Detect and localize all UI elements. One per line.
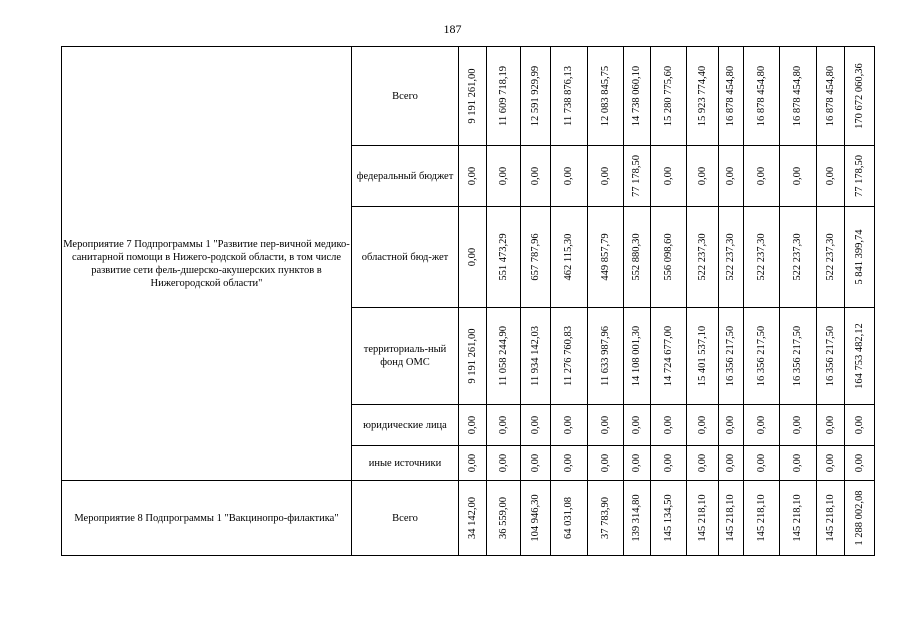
amount-cell	[651, 405, 687, 446]
amount-cell	[744, 308, 780, 405]
amount-cell	[719, 446, 744, 481]
amount-cell	[588, 481, 624, 556]
amount-value: 522 237,30	[755, 233, 767, 281]
amount-cell	[624, 146, 651, 207]
amount-cell	[687, 308, 719, 405]
amount-cell	[624, 47, 651, 146]
amount-cell	[687, 405, 719, 446]
amount-value: 16 356 217,50	[792, 325, 803, 387]
amount-value: 522 237,30	[725, 233, 736, 281]
amount-value: 145 218,10	[824, 494, 836, 542]
amount-value: 145 218,10	[725, 494, 736, 542]
amount-cell	[487, 405, 521, 446]
amount-value: 0,00	[631, 453, 642, 473]
amount-cell	[744, 446, 780, 481]
amount-value: 11 609 718,19	[497, 66, 509, 126]
amount-cell	[624, 308, 651, 405]
amount-value: 556 098,60	[662, 233, 674, 281]
amount-value: 0,00	[529, 453, 541, 473]
amount-cell	[780, 146, 817, 207]
amount-value: 0,00	[662, 415, 674, 435]
amount-cell	[845, 146, 875, 207]
amount-cell	[459, 446, 487, 481]
amount-cell	[687, 146, 719, 207]
amount-cell	[744, 207, 780, 308]
amount-value: 164 753 482,12	[853, 323, 865, 389]
amount-value: 0,00	[466, 166, 478, 186]
event-name-cell: Мероприятие 7 Подпрограммы 1 "Развитие пер-вичной медико-санитарной помощи в Нижего-родской области, в том числе развитие сети фель-дшерско-акушерских пунктов в Нижегородской области"	[62, 47, 352, 481]
amount-cell	[719, 308, 744, 405]
amount-value: 0,00	[725, 453, 736, 473]
amount-cell	[487, 207, 521, 308]
amount-value: 0,00	[631, 415, 642, 435]
amount-cell	[588, 207, 624, 308]
amount-cell	[744, 47, 780, 146]
amount-value: 462 115,30	[563, 233, 574, 281]
amount-value: 0,00	[497, 453, 509, 473]
amount-cell	[624, 481, 651, 556]
amount-cell	[817, 146, 845, 207]
amount-value: 449 857,79	[599, 233, 611, 281]
amount-value: 77 178,50	[853, 155, 865, 197]
amount-value: 0,00	[696, 415, 708, 435]
amount-cell	[817, 308, 845, 405]
funding-source-cell: областной бюд-жет	[352, 207, 459, 308]
amount-cell	[719, 146, 744, 207]
amount-value: 552 880,30	[631, 233, 642, 281]
amount-value: 0,00	[824, 415, 836, 435]
amount-cell	[817, 47, 845, 146]
amount-cell	[780, 47, 817, 146]
amount-value: 0,00	[696, 453, 708, 473]
amount-value: 0,00	[696, 166, 708, 186]
amount-value: 170 672 060,36	[853, 63, 865, 129]
amount-value: 0,00	[599, 415, 611, 435]
amount-value: 0,00	[792, 166, 803, 186]
amount-cell	[588, 446, 624, 481]
amount-cell	[744, 405, 780, 446]
amount-cell	[459, 481, 487, 556]
amount-cell	[744, 481, 780, 556]
amount-value: 16 878 454,80	[792, 65, 803, 127]
amount-value: 14 724 677,00	[662, 325, 674, 387]
amount-cell	[719, 47, 744, 146]
amount-cell	[780, 405, 817, 446]
amount-cell	[459, 405, 487, 446]
amount-cell	[588, 47, 624, 146]
amount-value: 522 237,30	[792, 233, 803, 281]
funding-source-cell: Всего	[352, 481, 459, 556]
amount-value: 0,00	[755, 166, 767, 186]
amount-value: 0,00	[599, 453, 611, 473]
amount-cell	[651, 146, 687, 207]
amount-cell	[551, 146, 588, 207]
amount-cell	[521, 47, 551, 146]
amount-value: 16 878 454,80	[755, 65, 767, 127]
amount-cell	[551, 405, 588, 446]
amount-value: 522 237,30	[824, 233, 836, 281]
amount-value: 0,00	[725, 166, 736, 186]
amount-cell	[487, 481, 521, 556]
amount-cell	[845, 308, 875, 405]
amount-value: 0,00	[466, 247, 478, 267]
amount-cell	[588, 146, 624, 207]
amount-cell	[687, 481, 719, 556]
event-name-cell: Мероприятие 8 Подпрограммы 1 "Вакцинопро-филактика"	[62, 481, 352, 556]
amount-cell	[459, 308, 487, 405]
amount-cell	[780, 207, 817, 308]
amount-cell	[687, 446, 719, 481]
amount-value: 16 356 217,50	[725, 325, 736, 387]
amount-value: 139 314,80	[631, 494, 642, 542]
amount-value: 12 083 845,75	[599, 65, 611, 127]
amount-cell	[459, 146, 487, 207]
amount-cell	[651, 446, 687, 481]
amount-cell	[624, 405, 651, 446]
amount-value: 0,00	[824, 166, 836, 186]
amount-value: 0,00	[529, 166, 541, 186]
amount-value: 11 276 760,83	[563, 326, 574, 386]
amount-cell	[651, 47, 687, 146]
amount-value: 0,00	[466, 415, 478, 435]
amount-cell	[651, 207, 687, 308]
amount-value: 64 031,08	[563, 497, 574, 539]
amount-value: 1 288 002,08	[853, 490, 865, 546]
amount-value: 77 178,50	[631, 155, 642, 197]
amount-cell	[487, 47, 521, 146]
amount-value: 15 401 537,10	[696, 325, 708, 387]
amount-value: 36 559,00	[497, 497, 509, 539]
amount-value: 11 058 244,90	[497, 326, 509, 386]
amount-cell	[719, 481, 744, 556]
funding-source-cell: юридические лица	[352, 405, 459, 446]
amount-value: 9 191 261,00	[466, 328, 478, 384]
amount-value: 145 134,50	[662, 494, 674, 542]
funding-source-cell: иные источники	[352, 446, 459, 481]
amount-cell	[817, 446, 845, 481]
amount-value: 0,00	[599, 166, 611, 186]
amount-value: 14 108 001,30	[631, 325, 642, 387]
amount-value: 9 191 261,00	[466, 68, 478, 124]
amount-cell	[651, 308, 687, 405]
amount-cell	[459, 47, 487, 146]
amount-cell	[780, 446, 817, 481]
amount-value: 11 738 876,13	[563, 66, 574, 126]
amount-cell	[845, 47, 875, 146]
amount-cell	[588, 308, 624, 405]
amount-cell	[521, 146, 551, 207]
amount-value: 0,00	[563, 166, 574, 186]
budget-table	[61, 46, 875, 556]
amount-cell	[817, 405, 845, 446]
amount-cell	[817, 481, 845, 556]
amount-value: 0,00	[563, 415, 574, 435]
table-row	[62, 47, 875, 146]
amount-cell	[780, 308, 817, 405]
amount-value: 0,00	[755, 415, 767, 435]
amount-cell	[588, 405, 624, 446]
amount-cell	[551, 47, 588, 146]
amount-cell	[521, 308, 551, 405]
amount-value: 5 841 399,74	[853, 229, 865, 285]
amount-value: 14 738 060,10	[631, 65, 642, 127]
amount-cell	[551, 481, 588, 556]
table-row	[62, 481, 875, 556]
amount-cell	[687, 47, 719, 146]
amount-cell	[551, 207, 588, 308]
amount-value: 11 934 142,03	[529, 326, 541, 386]
page-number: 187	[443, 22, 462, 36]
funding-source-cell: федеральный бюджет	[352, 146, 459, 207]
amount-value: 0,00	[563, 453, 574, 473]
amount-value: 551 473,29	[497, 233, 509, 281]
amount-cell	[487, 446, 521, 481]
amount-cell	[459, 207, 487, 308]
amount-cell	[487, 308, 521, 405]
amount-value: 657 787,96	[529, 233, 541, 281]
amount-cell	[719, 207, 744, 308]
amount-cell	[521, 405, 551, 446]
amount-value: 0,00	[755, 453, 767, 473]
amount-value: 104 946,30	[529, 494, 541, 542]
amount-value: 0,00	[662, 453, 674, 473]
amount-cell	[521, 207, 551, 308]
amount-cell	[845, 207, 875, 308]
funding-source-cell: Всего	[352, 47, 459, 146]
amount-cell	[744, 146, 780, 207]
amount-value: 16 878 454,80	[824, 65, 836, 127]
amount-value: 0,00	[792, 453, 803, 473]
amount-cell	[780, 481, 817, 556]
amount-value: 0,00	[662, 166, 674, 186]
amount-value: 37 783,90	[599, 497, 611, 539]
amount-value: 16 356 217,50	[755, 325, 767, 387]
amount-cell	[624, 446, 651, 481]
amount-value: 15 923 774,40	[696, 65, 708, 127]
amount-value: 0,00	[853, 453, 865, 473]
amount-value: 0,00	[853, 415, 865, 435]
amount-value: 0,00	[466, 453, 478, 473]
amount-cell	[551, 446, 588, 481]
amount-cell	[521, 446, 551, 481]
amount-value: 145 218,10	[696, 494, 708, 542]
amount-cell	[845, 405, 875, 446]
amount-cell	[551, 308, 588, 405]
amount-cell	[687, 207, 719, 308]
amount-cell	[845, 446, 875, 481]
amount-value: 12 591 929,99	[529, 65, 541, 127]
amount-value: 145 218,10	[755, 494, 767, 542]
amount-cell	[651, 481, 687, 556]
amount-value: 34 142,00	[466, 497, 478, 539]
amount-value: 0,00	[497, 166, 509, 186]
amount-value: 0,00	[529, 415, 541, 435]
amount-value: 145 218,10	[792, 494, 803, 542]
amount-value: 0,00	[792, 415, 803, 435]
amount-value: 0,00	[725, 415, 736, 435]
amount-value: 0,00	[824, 453, 836, 473]
amount-cell	[817, 207, 845, 308]
amount-cell	[719, 405, 744, 446]
amount-value: 16 878 454,80	[725, 65, 736, 127]
funding-source-cell: территориаль-ный фонд ОМС	[352, 308, 459, 405]
amount-cell	[845, 481, 875, 556]
amount-cell	[487, 146, 521, 207]
amount-cell	[624, 207, 651, 308]
amount-cell	[521, 481, 551, 556]
amount-value: 16 356 217,50	[824, 325, 836, 387]
amount-value: 11 633 987,96	[599, 326, 611, 386]
amount-value: 0,00	[497, 415, 509, 435]
amount-value: 15 280 775,60	[662, 65, 674, 127]
amount-value: 522 237,30	[696, 233, 708, 281]
